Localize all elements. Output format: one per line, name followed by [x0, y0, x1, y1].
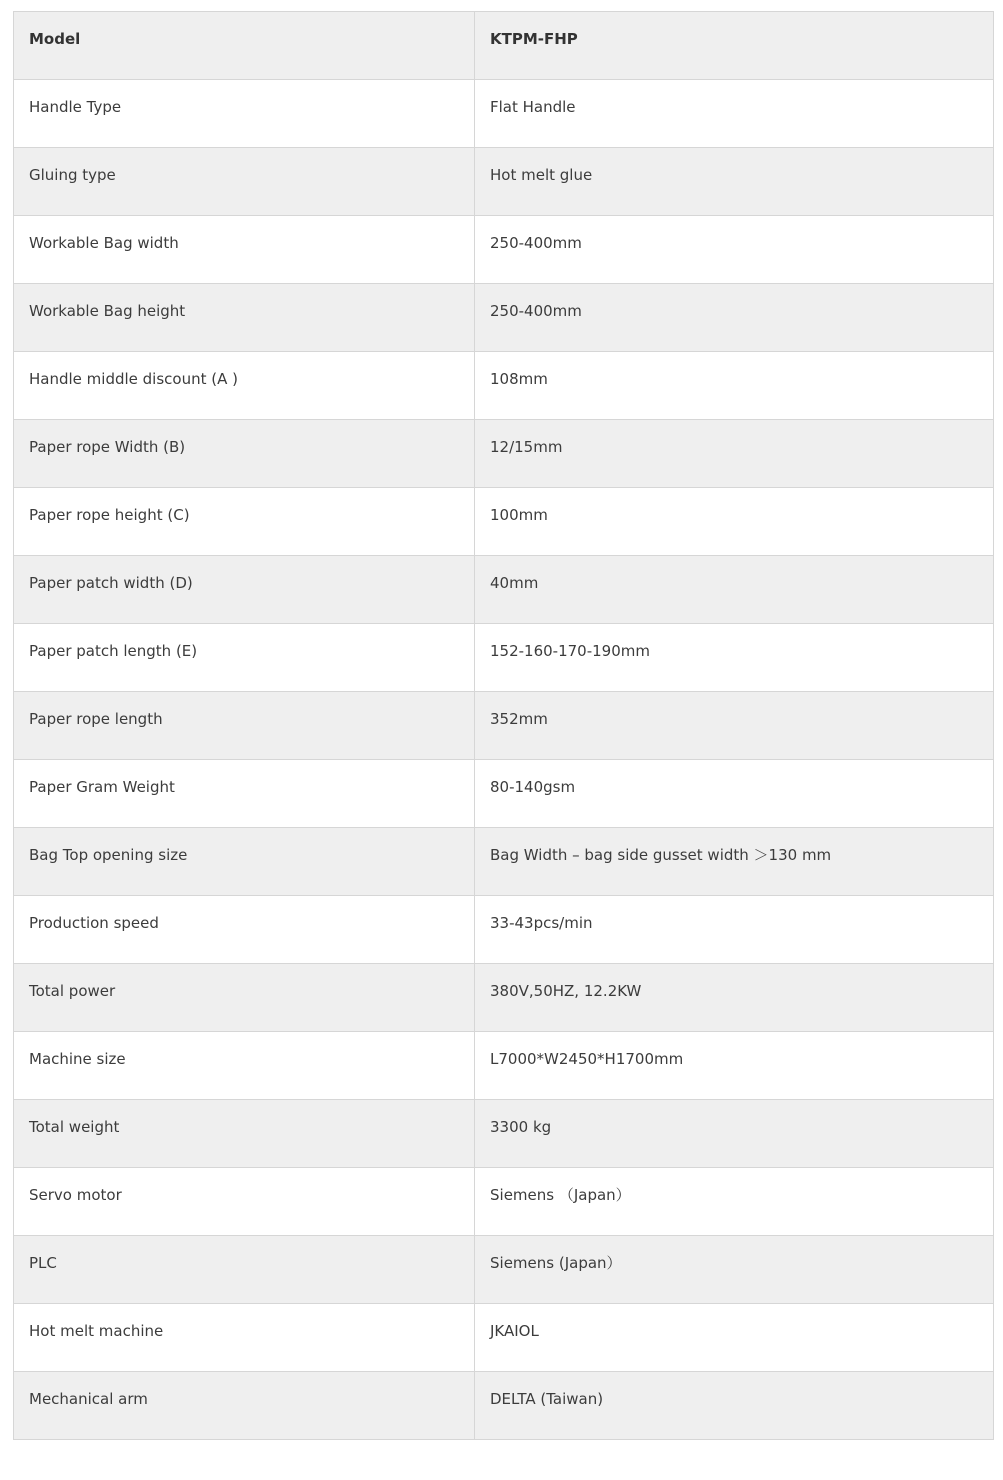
- spec-label-cell: Paper rope length: [14, 692, 475, 760]
- table-row: [14, 624, 994, 692]
- spec-value-cell: 40mm: [475, 556, 994, 624]
- table-row: [14, 148, 994, 216]
- spec-label-cell: Production speed: [14, 896, 475, 964]
- spec-value-cell: 3300 kg: [475, 1100, 994, 1168]
- table-row: [14, 420, 994, 488]
- spec-label-cell: Paper rope Width (B): [14, 420, 475, 488]
- table-row: [14, 352, 994, 420]
- spec-value-cell: Siemens （Japan）: [475, 1168, 994, 1236]
- spec-table-body: [14, 12, 994, 1440]
- spec-label-cell: Gluing type: [14, 148, 475, 216]
- spec-value-cell: 152-160-170-190mm: [475, 624, 994, 692]
- table-row: [14, 1100, 994, 1168]
- header-value-cell: KTPM-FHP: [475, 12, 994, 80]
- table-row: [14, 556, 994, 624]
- spec-value-cell: 12/15mm: [475, 420, 994, 488]
- table-row: [14, 1372, 994, 1440]
- table-row: [14, 1304, 994, 1372]
- table-header-row: [14, 12, 994, 80]
- table-row: [14, 488, 994, 556]
- spec-value-cell: JKAIOL: [475, 1304, 994, 1372]
- spec-label-cell: Total power: [14, 964, 475, 1032]
- table-row: [14, 1236, 994, 1304]
- spec-value-cell: Siemens (Japan）: [475, 1236, 994, 1304]
- spec-label-cell: Machine size: [14, 1032, 475, 1100]
- spec-table: [13, 11, 994, 1440]
- spec-label-cell: Servo motor: [14, 1168, 475, 1236]
- spec-label-cell: Paper patch length (E): [14, 624, 475, 692]
- spec-label-cell: Paper Gram Weight: [14, 760, 475, 828]
- table-row: [14, 1168, 994, 1236]
- spec-label-cell: Workable Bag width: [14, 216, 475, 284]
- table-row: [14, 692, 994, 760]
- table-row: [14, 284, 994, 352]
- spec-label-cell: PLC: [14, 1236, 475, 1304]
- spec-label-cell: Mechanical arm: [14, 1372, 475, 1440]
- table-row: [14, 1032, 994, 1100]
- spec-value-cell: 80-140gsm: [475, 760, 994, 828]
- spec-value-cell: DELTA (Taiwan): [475, 1372, 994, 1440]
- table-row: [14, 896, 994, 964]
- spec-value-cell: Hot melt glue: [475, 148, 994, 216]
- spec-value-cell: 380V,50HZ, 12.2KW: [475, 964, 994, 1032]
- spec-value-cell: 250-400mm: [475, 216, 994, 284]
- spec-value-cell: 352mm: [475, 692, 994, 760]
- spec-value-cell: 100mm: [475, 488, 994, 556]
- table-row: [14, 760, 994, 828]
- spec-label-cell: Bag Top opening size: [14, 828, 475, 896]
- spec-label-cell: Hot melt machine: [14, 1304, 475, 1372]
- header-label-cell: Model: [14, 12, 475, 80]
- spec-label-cell: Workable Bag height: [14, 284, 475, 352]
- spec-label-cell: Handle middle discount (A ): [14, 352, 475, 420]
- table-row: [14, 216, 994, 284]
- spec-value-cell: 33-43pcs/min: [475, 896, 994, 964]
- spec-value-cell: Bag Width – bag side gusset width ＞130 mm: [475, 828, 994, 896]
- spec-label-cell: Total weight: [14, 1100, 475, 1168]
- table-row: [14, 828, 994, 896]
- spec-value-cell: Flat Handle: [475, 80, 994, 148]
- spec-value-cell: L7000*W2450*H1700mm: [475, 1032, 994, 1100]
- spec-value-cell: 250-400mm: [475, 284, 994, 352]
- table-row: [14, 80, 994, 148]
- spec-label-cell: Paper rope height (C): [14, 488, 475, 556]
- spec-value-cell: 108mm: [475, 352, 994, 420]
- table-row: [14, 964, 994, 1032]
- spec-label-cell: Handle Type: [14, 80, 475, 148]
- spec-label-cell: Paper patch width (D): [14, 556, 475, 624]
